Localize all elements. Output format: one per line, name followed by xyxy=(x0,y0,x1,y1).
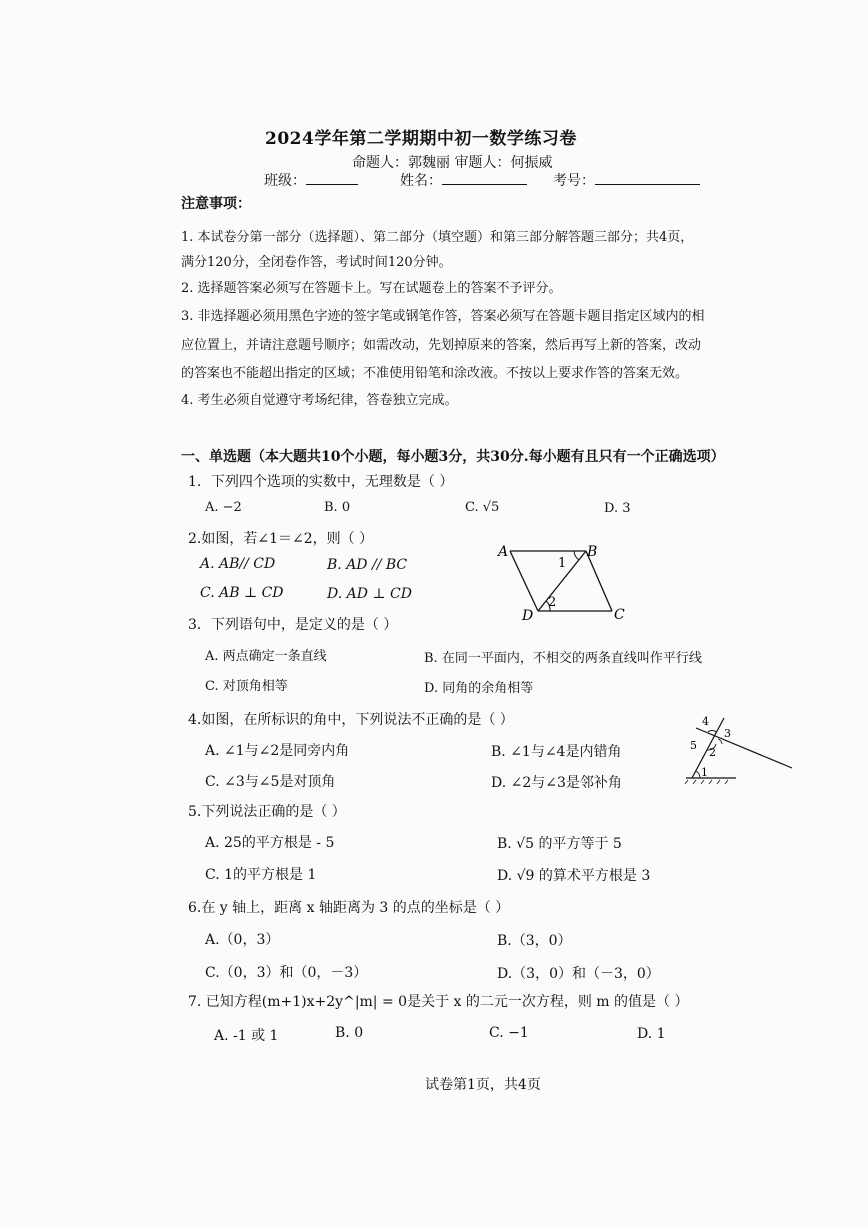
q3-option-a: A. 两点确定一条直线 xyxy=(205,649,327,664)
label-a: A xyxy=(498,544,509,560)
q7-option-b: B. 0 xyxy=(335,1025,364,1041)
authors-line: 命题人：郭魏丽 审题人：何振威 xyxy=(352,155,553,171)
notice-line: 3. 非选择题必须用黑色字迹的签字笔或钢笔作答，答案必须写在答题卡题目指定区域内的相 xyxy=(181,309,705,324)
q7-option-a: A. -1 或 1 xyxy=(214,1028,279,1044)
q1-option-a: A. −2 xyxy=(205,500,242,515)
q5-stem: 5.下列说法正确的是（ ） xyxy=(188,804,346,820)
q6-option-c: C.（0，3）和（0，－3） xyxy=(205,965,368,981)
hatch-mark xyxy=(709,780,712,784)
q4-stem: 4.如图，在所标识的角中，下列说法不正确的是（ ） xyxy=(188,712,514,728)
number-field xyxy=(553,170,700,190)
label-angle-5: 5 xyxy=(690,739,697,752)
hatch-mark xyxy=(685,780,688,784)
hatch-mark xyxy=(701,780,704,784)
label-c: C xyxy=(614,607,625,623)
q3-option-d: D. 同角的余角相等 xyxy=(424,681,534,696)
hatch-mark xyxy=(693,780,696,784)
name-blank xyxy=(442,170,527,185)
q5-option-d: D. √9 的算术平方根是 3 xyxy=(497,868,651,884)
q2-option-c: C. AB ⊥ CD xyxy=(200,585,284,601)
segment-ad xyxy=(510,551,538,611)
notice-heading: 注意事项： xyxy=(181,196,251,212)
q2-option-b: B. AD // BC xyxy=(327,557,408,573)
notice-line: 的答案也不能超出指定的区域；不准使用铅笔和涂改液。不按以上要求作答的答案无效。 xyxy=(181,366,689,381)
label-angle-4: 4 xyxy=(702,715,709,728)
q7-stem: 7. 已知方程(m+1)x+2y^|m| = 0是关于 x 的二元一次方程，则 m 的值是（ ） xyxy=(188,994,689,1010)
page-footer: 试卷第1页，共4页 xyxy=(425,1077,541,1093)
q1-option-b: B. 0 xyxy=(324,500,351,515)
parallelogram-figure xyxy=(490,540,630,625)
q6-option-b: B.（3，0） xyxy=(497,933,572,949)
q2-stem: 2.如图，若∠1＝∠2，则（ ） xyxy=(188,531,374,547)
q4-option-d: D. ∠2与∠3是邻补角 xyxy=(491,775,622,791)
page-title: 2024学年第二学期期中初一数学练习卷 xyxy=(265,129,577,149)
angle-1-arc xyxy=(696,771,700,778)
angle-1-arc xyxy=(574,551,579,560)
q3-stem: 3．下列语句中，是定义的是（ ） xyxy=(188,617,398,633)
label-angle-2: 2 xyxy=(548,595,557,610)
q1-option-c: C. √5 xyxy=(465,500,500,515)
label-angle-1: 1 xyxy=(701,766,708,779)
q6-option-d: D.（3，0）和（－3，0） xyxy=(497,966,660,982)
q7-option-d: D. 1 xyxy=(637,1026,666,1042)
q4-option-c: C. ∠3与∠5是对顶角 xyxy=(205,774,336,790)
angle-3-arc xyxy=(718,739,722,744)
q3-option-c: C. 对顶角相等 xyxy=(205,679,288,694)
q7-option-c: C. −1 xyxy=(489,1025,529,1041)
number-blank xyxy=(595,170,700,185)
notice-line: 4. 考生必须自觉遵守考场纪律，答卷独立完成。 xyxy=(181,393,458,408)
name-field xyxy=(400,170,527,190)
q2-option-d: D. AD ⊥ CD xyxy=(327,586,412,602)
label-d: D xyxy=(522,608,534,624)
label-b: B xyxy=(587,544,598,560)
q3-option-b: B. 在同一平面内，不相交的两条直线叫作平行线 xyxy=(424,651,702,666)
angles-figure xyxy=(680,712,798,792)
q4-option-b: B. ∠1与∠4是内错角 xyxy=(491,744,622,760)
segment-bc xyxy=(586,551,612,611)
label-angle-2: 2 xyxy=(709,746,716,759)
section-heading: 一、单选题（本大题共10个小题，每小题3分，共30分.每小题有且只有一个正确选项） xyxy=(181,449,725,465)
q6-stem: 6.在 y 轴上，距离 x 轴距离为 3 的点的坐标是（ ） xyxy=(188,900,510,916)
q1-option-d: D. 3 xyxy=(604,501,631,516)
class-blank xyxy=(306,170,358,185)
q4-option-a: A. ∠1与∠2是同旁内角 xyxy=(205,743,350,759)
notice-line: 满分120分，全闭卷作答，考试时间120分钟。 xyxy=(181,255,452,270)
notice-line: 1. 本试卷分第一部分（选择题）、第二部分（填空题）和第三部分解答题三部分；共4页， xyxy=(181,230,694,245)
name-label: 姓名： xyxy=(400,173,442,189)
class-field xyxy=(264,170,358,190)
q5-option-c: C. 1的平方根是 1 xyxy=(205,867,317,883)
hatch-mark xyxy=(725,780,728,784)
q6-option-a: A.（0，3） xyxy=(205,932,280,948)
notice-line: 2. 选择题答案必须写在答题卡上。写在试题卷上的答案不予评分。 xyxy=(181,281,562,296)
q1-stem: 1．下列四个选项的实数中，无理数是（ ） xyxy=(188,474,454,490)
hatch-mark xyxy=(717,780,720,784)
q2-option-a: A. AB// CD xyxy=(200,556,276,572)
angle-4-arc xyxy=(708,730,716,732)
q5-option-a: A. 25的平方根是 - 5 xyxy=(205,835,335,851)
class-label: 班级： xyxy=(264,173,306,189)
number-label: 考号： xyxy=(553,173,595,189)
label-angle-3: 3 xyxy=(724,727,731,740)
q5-option-b: B. √5 的平方等于 5 xyxy=(497,836,622,852)
notice-line: 应位置上，并请注意题号顺序；如需改动，先划掉原来的答案，然后再写上新的答案，改动 xyxy=(181,338,702,353)
label-angle-1: 1 xyxy=(558,556,567,571)
